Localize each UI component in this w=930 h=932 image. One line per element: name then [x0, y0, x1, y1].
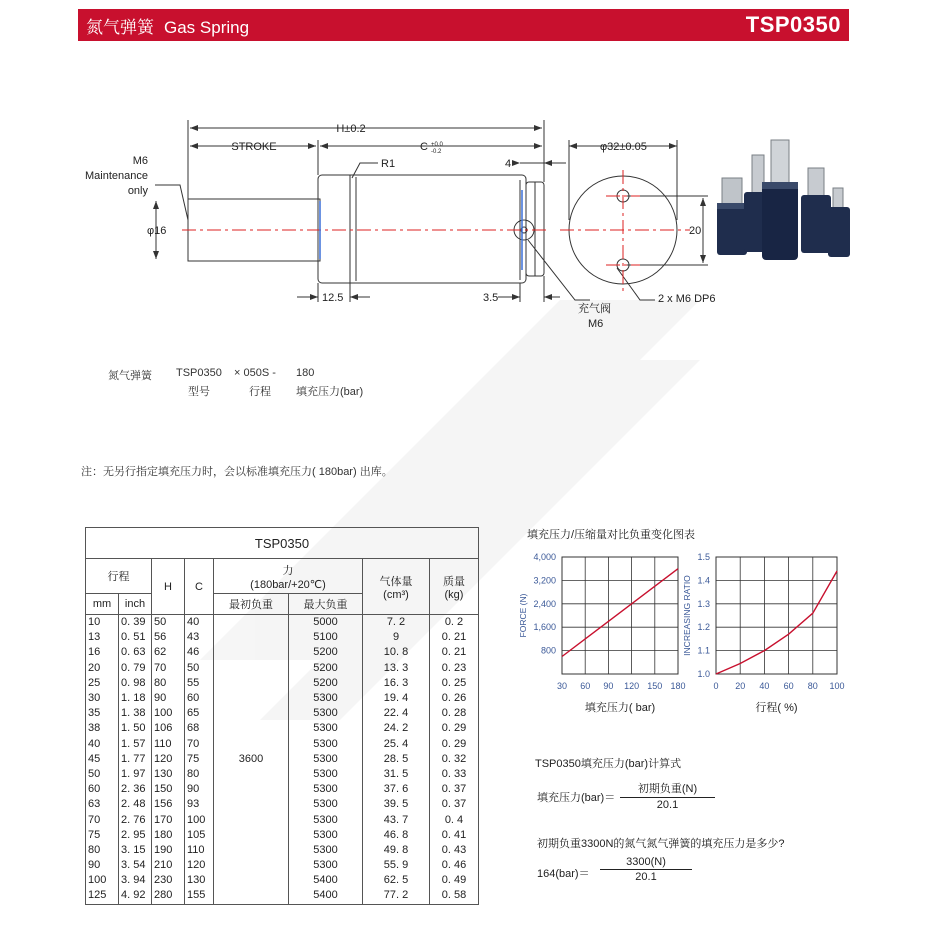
- table-cell: 0. 41: [430, 828, 479, 843]
- y-tick-label: 2,400: [533, 598, 556, 609]
- table-cell: 16: [86, 645, 119, 660]
- table-cell: 38: [86, 721, 119, 736]
- dim-c-tol-lower: -0.2: [431, 149, 442, 155]
- dim-3-5: 3.5: [483, 292, 499, 304]
- table-cell: 5300: [289, 752, 363, 767]
- initial-load-cell: 3600: [214, 615, 289, 905]
- col-force: [214, 559, 363, 594]
- x-tick-label: 180: [670, 681, 686, 691]
- formula-den2: 20.1: [635, 871, 657, 883]
- valve-label: 充气阀: [578, 303, 611, 315]
- table-cell: 5100: [289, 630, 363, 645]
- table-cell: 0. 58: [430, 888, 479, 904]
- table-cell: 93: [185, 797, 214, 812]
- table-cell: 280: [152, 888, 185, 904]
- table-cell: 24. 2: [363, 721, 430, 736]
- formula-lhs2: 164(bar)＝: [537, 868, 590, 880]
- table-cell: 70: [185, 737, 214, 752]
- col-force-label: 力: [282, 564, 294, 577]
- x-axis-label: 填充压力( bar): [584, 702, 656, 714]
- table-cell: 1. 50: [119, 721, 152, 736]
- col-volume: [363, 559, 430, 615]
- y-axis-label: INCREASING RATIO: [682, 575, 692, 656]
- formula-question: 初期负重3300N的氮气氮气弹簧的填充压力是多少?: [537, 838, 785, 850]
- table-cell: 100: [152, 706, 185, 721]
- table-cell: 5300: [289, 797, 363, 812]
- table-cell: 100: [185, 812, 214, 827]
- dim-dia16: φ16: [147, 225, 167, 237]
- table-cell: 45: [86, 752, 119, 767]
- y-tick-label: 1.4: [697, 575, 710, 586]
- table-cell: 5300: [289, 812, 363, 827]
- charts: [510, 545, 850, 720]
- table-cell: 230: [152, 873, 185, 888]
- header-title-cn: 氮气弹簧: [86, 17, 154, 37]
- table-cell: 210: [152, 858, 185, 873]
- x-tick-label: 90: [603, 681, 614, 691]
- table-cell: 5300: [289, 828, 363, 843]
- x-tick-label: 60: [783, 681, 794, 691]
- table-cell: 0. 46: [430, 858, 479, 873]
- table-cell: 190: [152, 843, 185, 858]
- order-pressure: 180: [296, 367, 315, 379]
- table-cell: 4. 92: [119, 888, 152, 904]
- dimension-drawing: [0, 0, 930, 360]
- y-tick-label: 1.0: [697, 669, 710, 679]
- order-stroke-cn: 行程: [249, 386, 271, 398]
- col-max: 最大负重: [289, 594, 363, 615]
- chart-frame: [562, 557, 678, 674]
- dim-c-label: C: [420, 141, 428, 153]
- table-cell: 5300: [289, 737, 363, 752]
- x-tick-label: 60: [580, 681, 591, 691]
- table-cell: 56: [152, 630, 185, 645]
- col-stroke: 行程: [86, 559, 152, 594]
- table-cell: 0. 29: [430, 737, 479, 752]
- formula-den: 20.1: [656, 799, 679, 811]
- product-photo: [717, 140, 850, 260]
- table-cell: 5300: [289, 858, 363, 873]
- col-c: C: [185, 559, 214, 615]
- table-cell: 5300: [289, 767, 363, 782]
- col-mm: mm: [86, 594, 119, 615]
- table-cell: 1. 97: [119, 767, 152, 782]
- table-cell: 0. 49: [430, 873, 479, 888]
- x-tick-label: 80: [807, 681, 818, 691]
- table-cell: 62: [152, 645, 185, 660]
- table-cell: 80: [185, 767, 214, 782]
- y-tick-label: 4,000: [533, 552, 556, 562]
- table-cell: 1. 57: [119, 737, 152, 752]
- table-cell: 0. 25: [430, 676, 479, 691]
- table-cell: 60: [86, 782, 119, 797]
- table-cell: 20: [86, 661, 119, 676]
- table-cell: 0. 39: [119, 615, 152, 631]
- order-stroke: × 050S -: [234, 367, 276, 379]
- x-tick-label: 100: [829, 681, 845, 691]
- col-volume-label: 气体量: [379, 575, 413, 588]
- table-cell: 90: [86, 858, 119, 873]
- x-tick-label: 150: [647, 681, 663, 691]
- formula-lhs: 填充压力(bar)＝: [537, 792, 616, 804]
- note-text: 注：无另行指定填充压力时，会以标准填充压力( 180bar) 出库。: [81, 466, 393, 478]
- table-cell: 0. 4: [430, 812, 479, 827]
- col-mass-label: 质量: [443, 575, 465, 588]
- table-cell: 75: [185, 752, 214, 767]
- table-cell: 35: [86, 706, 119, 721]
- table-cell: 0. 79: [119, 661, 152, 676]
- col-h: H: [152, 559, 185, 615]
- table-cell: 77. 2: [363, 888, 430, 904]
- formula-fraction: [620, 780, 715, 811]
- table-cell: 43: [185, 630, 214, 645]
- table-cell: 19. 4: [363, 691, 430, 706]
- y-tick-label: 3,200: [533, 575, 556, 586]
- table-cell: 155: [185, 888, 214, 904]
- table-cell: 5200: [289, 661, 363, 676]
- table-cell: 50: [86, 767, 119, 782]
- formula-num2: 3300(N): [626, 856, 666, 868]
- spec-table: [85, 527, 479, 905]
- table-cell: 3. 15: [119, 843, 152, 858]
- table-cell: 55: [185, 676, 214, 691]
- table-cell: 0. 29: [430, 721, 479, 736]
- table-cell: 5300: [289, 782, 363, 797]
- order-model: TSP0350: [176, 367, 222, 379]
- table-cell: 5300: [289, 843, 363, 858]
- table-cell: 46: [185, 645, 214, 660]
- table-cell: 120: [185, 858, 214, 873]
- holes-label: 2 x M6 DP6: [658, 293, 716, 305]
- table-cell: 65: [185, 706, 214, 721]
- dim-c-tol-upper: +0.0: [431, 142, 443, 148]
- dim-4: 4: [505, 158, 512, 170]
- table-cell: 0. 37: [430, 782, 479, 797]
- x-tick-label: 120: [624, 681, 640, 691]
- table-cell: 0. 21: [430, 645, 479, 660]
- table-cell: 0. 2: [430, 615, 479, 631]
- table-cell: 40: [185, 615, 214, 631]
- table-cell: 5400: [289, 873, 363, 888]
- table-row: [86, 615, 479, 631]
- x-tick-label: 40: [759, 681, 770, 691]
- valve-thread: M6: [588, 318, 604, 330]
- table-cell: 110: [152, 737, 185, 752]
- order-model-cn: 型号: [188, 386, 210, 398]
- table-title: TSP0350: [86, 528, 479, 559]
- table-cell: 50: [185, 661, 214, 676]
- x-tick-label: 30: [556, 681, 568, 691]
- dim-stroke-label: STROKE: [231, 141, 277, 153]
- chart-series-line: [716, 571, 837, 674]
- table-cell: 0. 33: [430, 767, 479, 782]
- table-cell: 2. 48: [119, 797, 152, 812]
- table-cell: 0. 23: [430, 661, 479, 676]
- x-axis-label: 行程( %): [755, 702, 798, 714]
- table-cell: 0. 63: [119, 645, 152, 660]
- order-pressure-cn: 填充压力(bar): [296, 386, 364, 398]
- table-cell: 5000: [289, 615, 363, 631]
- table-cell: 13. 3: [363, 661, 430, 676]
- table-cell: 68: [185, 721, 214, 736]
- table-cell: 90: [185, 782, 214, 797]
- table-cell: 63: [86, 797, 119, 812]
- table-cell: 120: [152, 752, 185, 767]
- col-volume-unit: (cm³): [383, 588, 409, 601]
- m6-label: M6: [132, 155, 148, 167]
- col-force-cond: (180bar/+20℃): [250, 578, 326, 591]
- table-cell: 90: [152, 691, 185, 706]
- dim-dia32: φ32±0.05: [600, 141, 647, 153]
- table-cell: 105: [185, 828, 214, 843]
- table-cell: 70: [86, 812, 119, 827]
- table-cell: 43. 7: [363, 812, 430, 827]
- table-cell: 0. 51: [119, 630, 152, 645]
- only-label: only: [127, 185, 148, 197]
- table-cell: 5300: [289, 721, 363, 736]
- table-cell: 0. 32: [430, 752, 479, 767]
- table-cell: 5200: [289, 676, 363, 691]
- charts-title: 填充压力/压缩量对比负重变化图表: [527, 529, 696, 541]
- table-cell: 5300: [289, 706, 363, 721]
- table-cell: 70: [152, 661, 185, 676]
- x-tick-label: 20: [735, 681, 746, 691]
- table-cell: 1. 38: [119, 706, 152, 721]
- table-cell: 0. 37: [430, 797, 479, 812]
- table-cell: 16. 3: [363, 676, 430, 691]
- dim-r1: R1: [381, 158, 396, 170]
- table-cell: 37. 6: [363, 782, 430, 797]
- table-cell: 0. 21: [430, 630, 479, 645]
- table-cell: 180: [152, 828, 185, 843]
- y-axis-label: FORCE (N): [518, 593, 528, 638]
- table-cell: 5300: [289, 691, 363, 706]
- table-cell: 5400: [289, 888, 363, 904]
- order-label: 氮气弹簧: [108, 370, 152, 382]
- table-cell: 80: [86, 843, 119, 858]
- maintenance-label: Maintenance: [85, 170, 148, 182]
- table-cell: 2. 36: [119, 782, 152, 797]
- table-cell: 150: [152, 782, 185, 797]
- chart-series-line: [562, 569, 678, 657]
- formula-num: 初期负重(N): [637, 783, 698, 795]
- y-tick-label: 1,600: [533, 622, 556, 633]
- table-cell: 0. 26: [430, 691, 479, 706]
- table-cell: 0. 28: [430, 706, 479, 721]
- y-tick-label: 800: [540, 645, 556, 656]
- table-cell: 13: [86, 630, 119, 645]
- col-inch: inch: [119, 594, 152, 615]
- table-cell: 39. 5: [363, 797, 430, 812]
- table-cell: 130: [152, 767, 185, 782]
- table-cell: 1. 18: [119, 691, 152, 706]
- table-cell: 2. 95: [119, 828, 152, 843]
- y-tick-label: 1.2: [697, 622, 710, 633]
- table-cell: 100: [86, 873, 119, 888]
- table-cell: 125: [86, 888, 119, 904]
- col-initial: 最初负重: [214, 594, 289, 615]
- table-cell: 40: [86, 737, 119, 752]
- table-cell: 46. 8: [363, 828, 430, 843]
- table-cell: 3. 54: [119, 858, 152, 873]
- table-cell: 130: [185, 873, 214, 888]
- cylinder-body: [318, 175, 526, 283]
- table-cell: 75: [86, 828, 119, 843]
- table-cell: 31. 5: [363, 767, 430, 782]
- table-cell: 55. 9: [363, 858, 430, 873]
- table-cell: 22. 4: [363, 706, 430, 721]
- table-cell: 5200: [289, 645, 363, 660]
- y-tick-label: 1.5: [697, 552, 710, 562]
- table-cell: 3. 94: [119, 873, 152, 888]
- table-cell: 60: [185, 691, 214, 706]
- table-cell: 10: [86, 615, 119, 631]
- table-cell: 9: [363, 630, 430, 645]
- table-cell: 28. 5: [363, 752, 430, 767]
- table-cell: 110: [185, 843, 214, 858]
- table-cell: 156: [152, 797, 185, 812]
- table-cell: 80: [152, 676, 185, 691]
- table-cell: 2. 76: [119, 812, 152, 827]
- table-cell: 0. 43: [430, 843, 479, 858]
- formula-title: TSP0350填充压力(bar)计算式: [535, 758, 682, 770]
- header-model: TSP0350: [745, 12, 841, 37]
- table-cell: 30: [86, 691, 119, 706]
- y-tick-label: 1.1: [697, 645, 710, 656]
- table-cell: 25. 4: [363, 737, 430, 752]
- dim-20: 20: [689, 225, 702, 237]
- table-cell: 170: [152, 812, 185, 827]
- table-cell: 0. 98: [119, 676, 152, 691]
- y-tick-label: 1.3: [697, 598, 710, 609]
- col-mass-unit: (kg): [444, 588, 464, 601]
- table-cell: 50: [152, 615, 185, 631]
- col-mass: [430, 559, 479, 615]
- table-cell: 25: [86, 676, 119, 691]
- table-cell: 62. 5: [363, 873, 430, 888]
- table-cell: 7. 2: [363, 615, 430, 631]
- chart-frame: [716, 557, 837, 674]
- table-cell: 10. 8: [363, 645, 430, 660]
- table-cell: 106: [152, 721, 185, 736]
- table-cell: 1. 77: [119, 752, 152, 767]
- table-cell: 49. 8: [363, 843, 430, 858]
- x-tick-label: 0: [713, 681, 719, 691]
- dim-12-5: 12.5: [322, 292, 344, 304]
- dim-h-label: H±0.2: [336, 123, 366, 135]
- header-title-en: Gas Spring: [164, 17, 250, 37]
- formula-fraction2: [600, 856, 692, 883]
